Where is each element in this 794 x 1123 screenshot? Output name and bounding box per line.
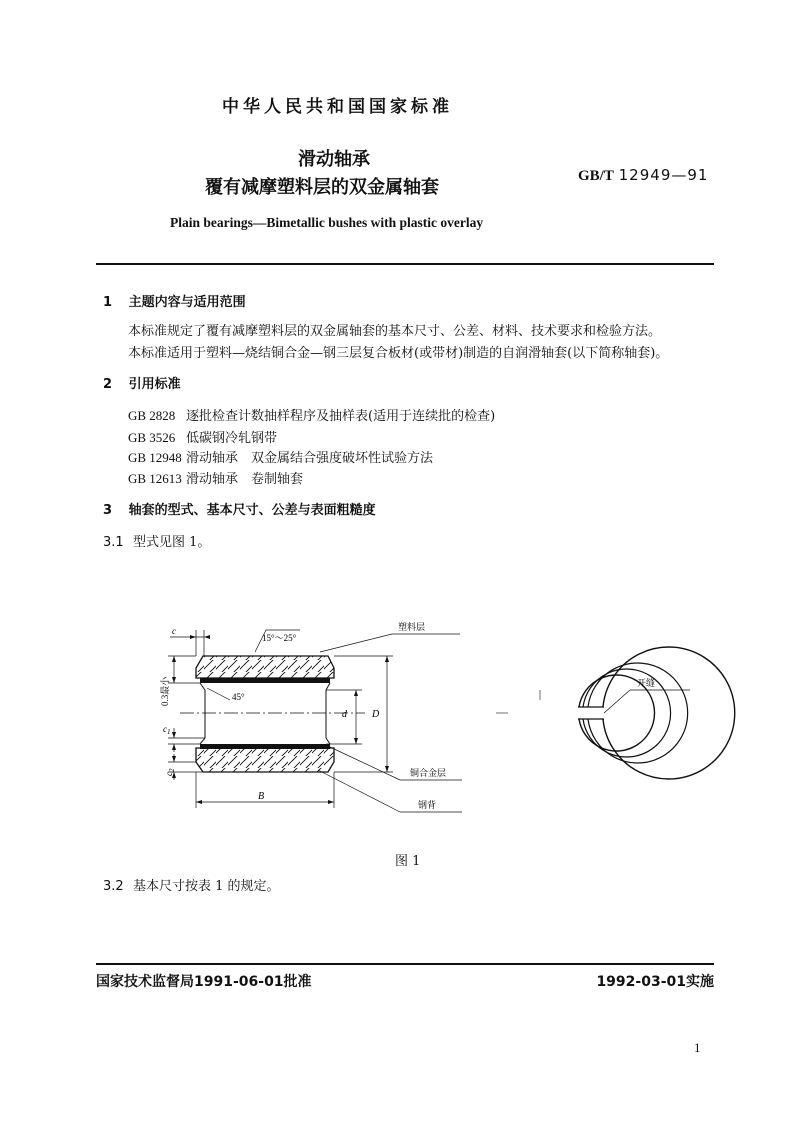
label-dim-d: d: [342, 709, 347, 720]
label-min-dim: 0.3最小: [160, 676, 170, 706]
clause-text: 基本尺寸按表 1 的规定。: [133, 879, 280, 894]
section3-number: 3: [103, 503, 113, 518]
clause-3-1: [103, 531, 210, 550]
clause-number: 3.2: [103, 879, 124, 894]
label-dim-B: B: [258, 791, 265, 802]
bush-cross-section: [180, 656, 365, 772]
reference-item: [128, 447, 433, 466]
bush-end-view: [496, 647, 735, 779]
section1-paragraph-2: 本标准适用于塑料—烧结铜合金—钢三层复合板材(或带材)制造的自润滑轴套(以下简称轴套)。: [128, 346, 669, 361]
reference-title: 滑动轴承 卷制轴套: [186, 472, 304, 487]
section2-heading: [103, 373, 181, 392]
reference-item: [128, 405, 495, 424]
section1-title: 主题内容与适用范围: [128, 295, 246, 310]
lower-copper-layer: [200, 744, 330, 749]
section1-heading: [103, 291, 246, 310]
reference-title: 滑动轴承 双金属结合强度破坏性试验方法: [186, 451, 434, 466]
standard-number-value: 12949—91: [618, 166, 709, 184]
label-steel-back: 钢背: [418, 800, 437, 810]
figure-1-drawing: [0, 612, 794, 842]
label-dim-c: c: [172, 626, 176, 636]
section2-number: 2: [103, 377, 113, 392]
standard-number: [578, 166, 708, 185]
reference-code: GB 3526: [128, 430, 176, 445]
lower-wall: [196, 748, 334, 772]
upper-wall: [196, 656, 334, 678]
label-plastic-layer: 塑料层: [398, 622, 426, 632]
section1-paragraph-1: 本标准规定了覆有减摩塑料层的双金属轴套的基本尺寸、公差、材料、技术要求和检验方法。: [128, 324, 662, 339]
figure-caption: 图 1: [395, 854, 421, 869]
label-dim-D: D: [372, 709, 380, 720]
effective-date: 1992-03-01实施: [596, 974, 714, 990]
national-standard-title: 中华人民共和国国家标准: [222, 97, 453, 117]
section3-title: 轴套的型式、基本尺寸、公差与表面粗糙度: [128, 503, 376, 518]
document-title-line1: 滑动轴承: [298, 149, 370, 170]
approval-line: 国家技术监督局1991-06-01批准: [96, 974, 312, 990]
clause-text: 型式见图 1。: [133, 535, 211, 550]
reference-code: GB 12613: [128, 471, 182, 486]
clause-3-2: [103, 875, 280, 894]
reference-code: GB 2828: [128, 408, 176, 423]
label-angle-top: 15°～25°: [262, 633, 297, 643]
footer-rule: [96, 963, 714, 965]
reference-title: 逐批检查计数抽样程序及抽样表(适用于连续批的检查): [186, 409, 496, 424]
reference-item: [128, 468, 303, 487]
label-split: 开缝: [637, 678, 656, 688]
upper-copper-layer: [200, 678, 330, 683]
section1-number: 1: [103, 295, 113, 310]
reference-code: GB 12948: [128, 450, 182, 465]
clause-number: 3.1: [103, 535, 124, 550]
page-number: 1: [694, 1040, 701, 1055]
outer-ring: [603, 647, 735, 779]
label-angle-chamfer: 45°: [232, 692, 245, 702]
section2-title: 引用标准: [128, 377, 181, 392]
reference-item: [128, 427, 277, 446]
label-dim-c2: $c_2$: [164, 768, 176, 776]
standard-number-prefix: GB/T: [578, 168, 614, 184]
english-title: Plain bearings—Bimetallic bushes with plastic overlay: [170, 215, 484, 230]
label-copper-alloy: 铜合金层: [410, 768, 447, 778]
header-rule: [96, 263, 714, 265]
label-dim-c1: $c_1$: [163, 724, 171, 736]
section3-heading: [103, 499, 376, 518]
reference-title: 低碳钢冷轧钢带: [186, 431, 278, 446]
document-title-line2: 覆有减摩塑料层的双金属轴套: [205, 177, 439, 198]
